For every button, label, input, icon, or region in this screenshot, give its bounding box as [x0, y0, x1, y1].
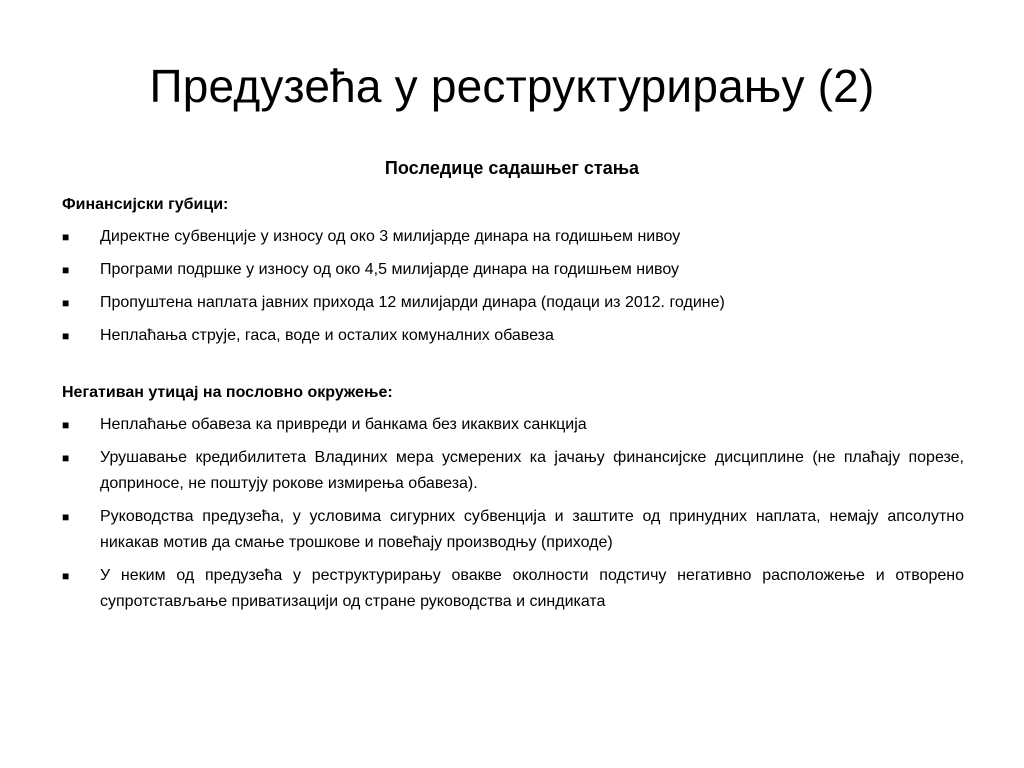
list-item	[62, 224, 964, 250]
section-heading: Негативан утицај на пословно окружење:	[62, 384, 393, 401]
list-item	[62, 412, 964, 438]
list-item-text: Директне субвенције у износу од око 3 милијарде динара на годишњем нивоу	[100, 228, 681, 245]
list-item	[62, 257, 964, 283]
list-item-text: У неким од предузећа у реструктурирању овакве околности подстичу негативно расположење и отворено супротстављање приватизацији од стране руководства и синдиката	[100, 567, 964, 610]
section-negative-impact	[62, 380, 964, 615]
square-bullet-icon: ■	[62, 296, 70, 310]
square-bullet-icon: ■	[62, 263, 70, 277]
section-spacer	[62, 356, 964, 380]
list-item-text: Урушавање кредибилитета Владиних мера усмерених ка јачању финансијске дисциплине (не плаћају порезе, доприносе, не поштују рокове измирења обавеза).	[100, 449, 964, 492]
square-bullet-icon: ■	[62, 230, 70, 244]
list-item	[62, 445, 964, 497]
slide-content	[62, 192, 964, 622]
list-item-text: Руководства предузећа, у условима сигурних субвенција и заштите од принудних наплата, немају апсолутно никакав мотив да смање трошкове и повећају производњу (приходе)	[100, 508, 964, 551]
square-bullet-icon: ■	[62, 569, 70, 583]
list-item	[62, 563, 964, 615]
section-heading: Финансијски губици:	[62, 196, 229, 213]
list-item-text: Неплаћање обавеза ка привреди и банкама без икаквих санкција	[100, 416, 587, 433]
slide-title: Предузећа у реструктурирању (2)	[149, 60, 875, 112]
bullet-list	[62, 412, 964, 615]
list-item-text: Неплаћања струје, гаса, воде и осталих комуналних обавеза	[100, 327, 554, 344]
bullet-list	[62, 224, 964, 349]
square-bullet-icon: ■	[62, 451, 70, 465]
square-bullet-icon: ■	[62, 510, 70, 524]
list-item-text: Програми подршке у износу од око 4,5 милијарде динара на годишњем нивоу	[100, 261, 680, 278]
square-bullet-icon: ■	[62, 329, 70, 343]
slide-subtitle: Последице садашњег стања	[384, 158, 640, 178]
section-financial-losses	[62, 192, 964, 349]
list-item	[62, 290, 964, 316]
list-item-text: Пропуштена наплата јавних прихода 12 милијарди динара (подаци из 2012. године)	[100, 294, 725, 311]
list-item	[62, 504, 964, 556]
list-item	[62, 323, 964, 349]
square-bullet-icon: ■	[62, 418, 70, 432]
